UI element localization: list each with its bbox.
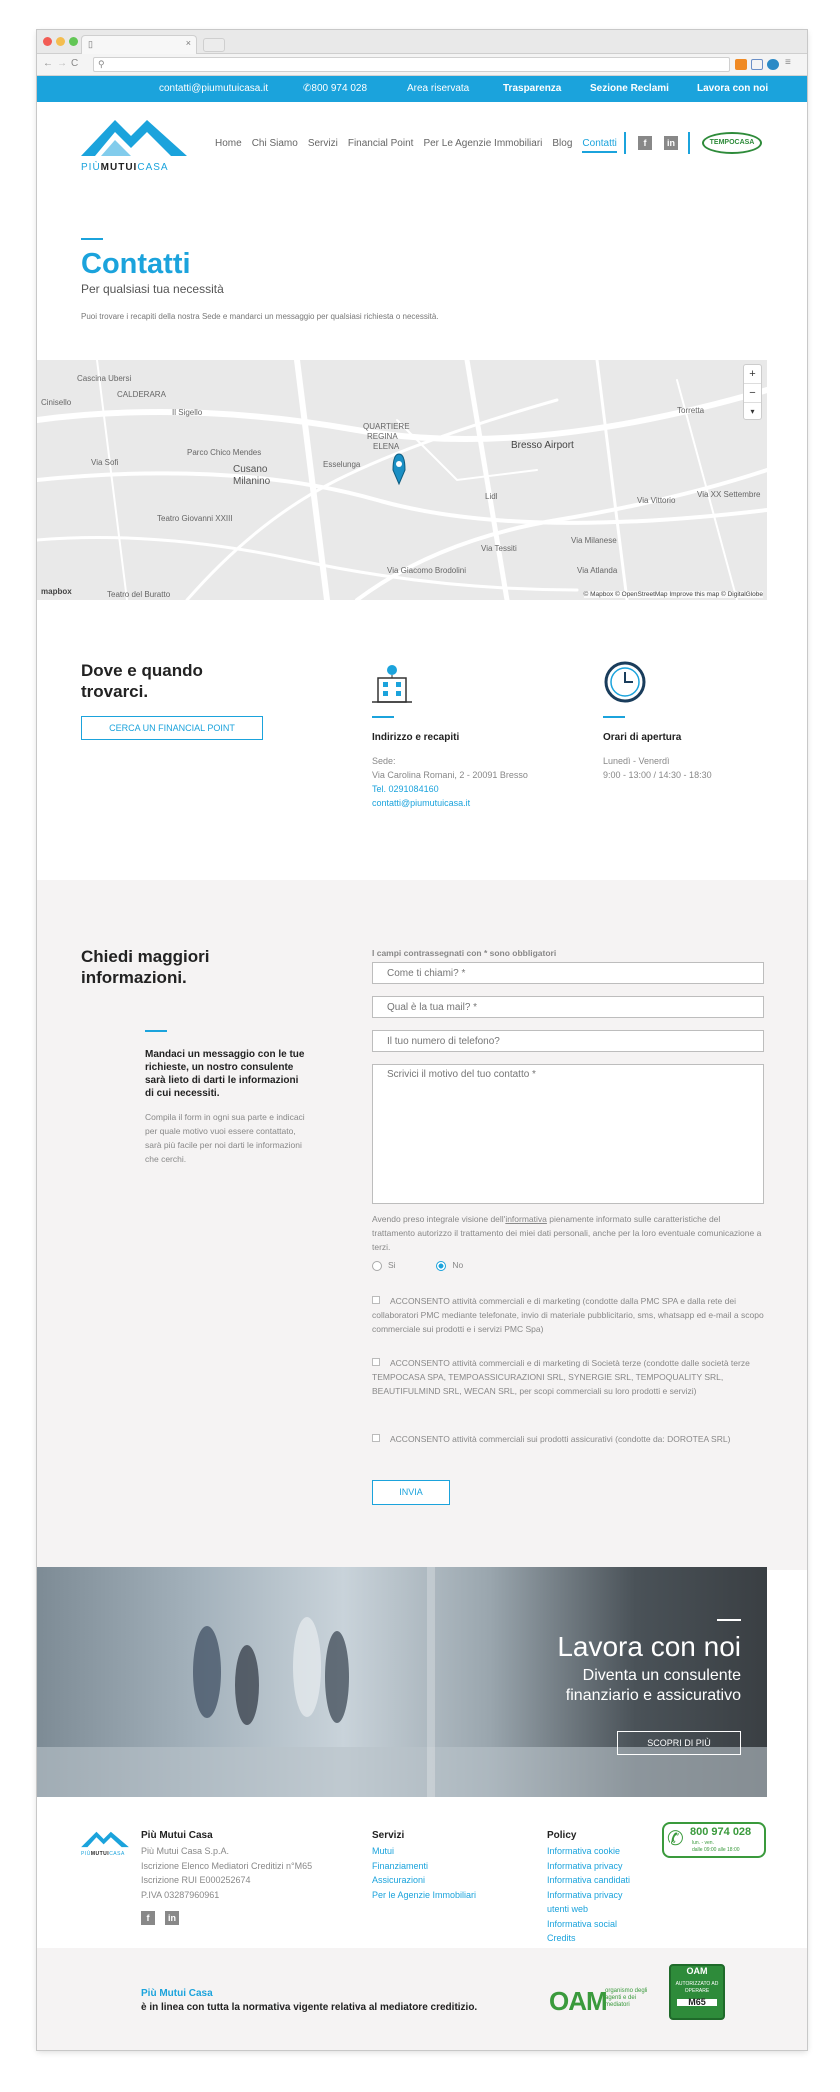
- footer-company-line: Iscrizione Elenco Mediatori Creditizi n°M65: [141, 1860, 313, 1871]
- map-label: Teatro del Buratto: [107, 590, 171, 599]
- tel-link[interactable]: 0291084160: [388, 784, 439, 794]
- oam-logo: OAM: [549, 1986, 607, 2016]
- maximize-window-icon[interactable]: [69, 37, 78, 46]
- footer-policy-title: Policy: [547, 1830, 577, 1841]
- window-controls: [43, 37, 78, 46]
- mapbox-logo[interactable]: mapbox: [41, 587, 72, 596]
- footer-servizi-title: Servizi: [372, 1830, 405, 1841]
- map-label: Esselunga: [323, 460, 361, 469]
- footer-logo-piu: PIÙ: [81, 1851, 91, 1857]
- site-header: [37, 102, 807, 180]
- green-number-hours: lun. - ven.: [692, 1840, 714, 1846]
- required-note: I campi contrassegnati con * sono obbligatori: [372, 948, 557, 958]
- compass-button[interactable]: ▾: [744, 402, 761, 421]
- address-title: Indirizzo e recapiti: [372, 732, 460, 743]
- page-intro: Puoi trovare i recapiti della nostra Sede e mandarci un messaggio per qualsiasi richiesta o necessità.: [81, 312, 439, 321]
- zoom-in-button[interactable]: +: [749, 368, 756, 380]
- logo-piu: PIÙ: [81, 162, 101, 173]
- lavora-accent: [717, 1619, 741, 1621]
- consent-3: [372, 1432, 764, 1446]
- menu-home[interactable]: Home: [215, 138, 242, 149]
- forward-icon[interactable]: →: [57, 58, 67, 69]
- name-input[interactable]: [372, 962, 764, 984]
- green-number-badge[interactable]: [662, 1822, 766, 1858]
- zoom-out-button[interactable]: −: [744, 383, 761, 402]
- extension-globe-icon[interactable]: [767, 59, 779, 70]
- badge-authorized: AUTORIZZATO AD OPERARE: [675, 1981, 719, 1994]
- map-label: ELENA: [373, 442, 400, 451]
- logo-mutui: MUTUI: [100, 162, 138, 173]
- menu-financial-point[interactable]: Financial Point: [347, 138, 414, 149]
- green-number: 800 974 028: [690, 1826, 752, 1838]
- map-label: Via Tessiti: [481, 544, 517, 553]
- footer-company-title: Più Mutui Casa: [141, 1830, 213, 1841]
- radio-si-label: Si: [388, 1260, 396, 1270]
- where-title: Dove e quando trovarci.: [81, 661, 203, 701]
- radio-no[interactable]: [436, 1261, 446, 1271]
- map-label: Cascina Ubersi: [77, 374, 132, 383]
- topbar-area-riservata[interactable]: Area riservata: [407, 83, 470, 94]
- phone-input[interactable]: [372, 1030, 764, 1052]
- footer-link-finanziamenti[interactable]: Finanziamenti: [372, 1860, 429, 1871]
- menu-contatti[interactable]: Contatti: [582, 138, 616, 153]
- building-icon: [370, 662, 414, 706]
- footer-servizi-list: [372, 1844, 476, 1902]
- map-label: Cinisello: [41, 398, 72, 407]
- form-accent: [145, 1030, 167, 1032]
- lavora-sub1: Diventa un consulente: [582, 1667, 741, 1684]
- lavora-banner: [37, 1567, 767, 1797]
- minimize-window-icon[interactable]: [56, 37, 65, 46]
- map-label: Via XX Settembre: [697, 490, 761, 499]
- back-icon[interactable]: ←: [43, 58, 53, 69]
- map-label: Via Sofi: [91, 458, 119, 467]
- map-label: Via Giacomo Brodolini: [387, 566, 467, 575]
- map-label: Il Sigello: [172, 408, 203, 417]
- browser-window: [37, 30, 807, 2050]
- footer-link-credits[interactable]: Credits: [547, 1933, 576, 1943]
- badge-oam: OAM: [686, 1966, 708, 1976]
- browser-tab[interactable]: [81, 35, 197, 54]
- footer-logo-mutui: MUTUI: [90, 1851, 110, 1857]
- menu-chi-siamo[interactable]: Chi Siamo: [251, 138, 298, 149]
- scopri-button[interactable]: SCOPRI DI PIÙ: [617, 1731, 741, 1755]
- map-label: Cusano: [233, 464, 268, 475]
- map-label: Parco Chico Mendes: [187, 448, 262, 457]
- logo-casa: CASA: [137, 162, 169, 173]
- form-lead: Mandaci un messaggio con le tue richieste, un nostro consulente sarà lieto di darti le informazioni di cui necessiti.: [145, 1049, 305, 1099]
- new-tab-button[interactable]: [203, 38, 225, 52]
- privacy-pre: Avendo preso integrale visione dell': [372, 1214, 506, 1224]
- footer-logo-casa: CASA: [109, 1851, 125, 1857]
- footer-facebook-icon[interactable]: f: [141, 1911, 155, 1925]
- page-title: Contatti: [81, 248, 191, 280]
- map-label: REGINA: [367, 432, 398, 441]
- title-accent: [81, 238, 103, 240]
- map-label: Via Atlanda: [577, 566, 618, 575]
- extension-icon[interactable]: [735, 59, 747, 70]
- bottom-brand: Più Mutui Casa: [141, 1988, 213, 1999]
- tel-label: Tel.: [372, 784, 387, 794]
- footer-linkedin-icon[interactable]: in: [165, 1911, 179, 1925]
- map-label: Torretta: [677, 406, 705, 415]
- topbar-email[interactable]: contatti@piumutuicasa.it: [159, 83, 269, 94]
- site-topbar: [37, 76, 807, 102]
- consent-1-checkbox[interactable]: [372, 1296, 380, 1304]
- topbar-trasparenza[interactable]: Trasparenza: [503, 83, 562, 94]
- footer-link-assicurazioni[interactable]: Assicurazioni: [372, 1875, 426, 1885]
- consent-3-checkbox[interactable]: [372, 1434, 380, 1442]
- site-logo[interactable]: [81, 114, 187, 160]
- radio-si[interactable]: [372, 1261, 382, 1271]
- footer-link-social[interactable]: Informativa social: [547, 1918, 618, 1929]
- privacy-link[interactable]: informativa: [505, 1214, 547, 1224]
- map-label: Bresso Airport: [511, 440, 574, 451]
- privacy-text: [372, 1212, 764, 1254]
- topbar-phone-number: 800 974 028: [311, 83, 368, 94]
- map-label: QUARTIERE: [363, 422, 410, 431]
- footer-company-line: P.IVA 03287960961: [141, 1889, 220, 1900]
- lavora-title: Lavora con noi: [557, 1631, 741, 1662]
- green-number-hours-2: dalle 09:00 alle 18:00: [692, 1847, 740, 1853]
- topbar-reclami[interactable]: Sezione Reclami: [590, 83, 669, 94]
- consent-1-label: ACCONSENTO attività commerciali e di marketing (condotte dalla PMC SPA e dalla rete dei collaboratori PMC mediante telefonate, invio di materiale pubblicitario, sms, whatsapp ed e-mail a scopo commerciale sui prodotti e i servizi PMC Spa): [372, 1296, 764, 1334]
- message-textarea[interactable]: [372, 1064, 764, 1204]
- form-lead-small: Compila il form in ogni sua parte e indicaci per quale motivo vuoi essere contattato, sarà più facile per noi darti le informazioni che cerchi.: [145, 1112, 305, 1164]
- address-accent: [372, 716, 394, 718]
- map-label: Via Vittorio: [637, 496, 676, 505]
- hours-days: Lunedì - Venerdì: [603, 756, 670, 766]
- topbar-phone[interactable]: [303, 83, 367, 94]
- menu-divider: [688, 132, 690, 154]
- map-label: Teatro Giovanni XXIII: [157, 514, 233, 523]
- footer-policy-list: [547, 1844, 630, 1946]
- map-controls: [743, 364, 762, 420]
- hours-accent: [603, 716, 625, 718]
- footer-company-line: Più Mutui Casa S.p.A.: [141, 1846, 230, 1856]
- map-label: Lidl: [485, 492, 498, 501]
- address-email[interactable]: contatti@piumutuicasa.it: [372, 798, 471, 808]
- footer-link-privacy[interactable]: Informativa privacy: [547, 1860, 623, 1871]
- menu-servizi[interactable]: Servizi: [307, 138, 338, 149]
- map-attribution[interactable]: © Mapbox © OpenStreetMap Improve this map © DigitalGlobe: [583, 591, 763, 598]
- page-icon: ▯: [88, 39, 93, 49]
- footer-link-mutui[interactable]: Mutui: [372, 1846, 395, 1856]
- logo-wordmark: [81, 162, 169, 173]
- privacy-post: pienamente informato sulle caratteristiche del trattamento autorizzo il trattamento dei miei dati personali, anche per la loro eventuale comunicazione a terzi.: [372, 1214, 762, 1252]
- footer-logo[interactable]: [81, 1830, 129, 1848]
- footer-link-agenzie[interactable]: Per le Agenzie Immobiliari: [372, 1889, 477, 1900]
- footer-company-info: [141, 1844, 312, 1902]
- email-input[interactable]: [372, 996, 764, 1018]
- topbar-lavora[interactable]: Lavora con noi: [697, 83, 769, 94]
- oam-authorized-badge: [669, 1964, 725, 2020]
- browser-toolbar: [37, 54, 807, 76]
- browser-tabbar: [37, 30, 807, 54]
- footer-company-line: Iscrizione RUI E000252674: [141, 1875, 251, 1885]
- address-street: Via Carolina Romani, 2 - 20091 Bresso: [372, 770, 528, 780]
- footer-logo-text: [81, 1851, 125, 1857]
- invia-button[interactable]: INVIA: [372, 1480, 450, 1505]
- address-bar[interactable]: [93, 57, 730, 72]
- close-window-icon[interactable]: [43, 37, 52, 46]
- footer-link-privacy-web[interactable]: Informativa privacy: [547, 1889, 623, 1900]
- cerca-financial-point-button[interactable]: CERCA UN FINANCIAL POINT: [81, 716, 263, 740]
- consent-2-label: ACCONSENTO attività commerciali e di marketing di Società terze (condotte dalle società terze TEMPOCASA SPA, TEMPOASSICURAZIONI SRL, SYNERGIE SRL, TEMPOQUALITY SRL, BEAUTIFULMIND SRL, WECAN SRL, per scopi commerciali su loro prodotti e servizi): [372, 1358, 750, 1396]
- facebook-icon[interactable]: f: [638, 136, 652, 150]
- footer-link-privacy-web-2[interactable]: utenti web: [547, 1904, 589, 1914]
- map-label: Via Milanese: [571, 536, 617, 545]
- hours-title: Orari di apertura: [603, 732, 682, 743]
- phone-icon: ✆: [303, 83, 312, 94]
- linkedin-icon[interactable]: in: [664, 136, 678, 150]
- main-menu: [215, 138, 627, 153]
- footer-link-candidati[interactable]: Informativa candidati: [547, 1875, 631, 1885]
- menu-blog[interactable]: Blog: [552, 138, 573, 149]
- map-label: Milanino: [233, 476, 271, 487]
- menu-divider: [624, 132, 626, 154]
- phone-handset-icon: ✆: [667, 1828, 684, 1850]
- address-phone: [372, 782, 439, 796]
- address-label: Sede:: [372, 756, 396, 766]
- consent-3-label: ACCONSENTO attività commerciali sui prodotti assicurativi (condotte da: DOROTEA SRL): [390, 1434, 731, 1444]
- footer-link-cookie[interactable]: Informativa cookie: [547, 1846, 621, 1856]
- close-tab-icon[interactable]: ×: [185, 38, 191, 48]
- hours-time: 9:00 - 13:00 / 14:30 - 18:30: [603, 770, 712, 780]
- consent-2-checkbox[interactable]: [372, 1358, 380, 1366]
- bottom-text: è in linea con tutta la normativa vigente relativa al mediatore creditizio.: [141, 2002, 478, 2013]
- search-icon: ⚲: [98, 59, 105, 69]
- tempocasa-logo[interactable]: TEMPOCASA: [702, 132, 762, 154]
- consent-1: [372, 1294, 764, 1336]
- map[interactable]: [37, 360, 767, 600]
- browser-menu-icon[interactable]: ≡: [785, 57, 791, 68]
- consent-2: [372, 1356, 764, 1398]
- clock-icon: [603, 660, 647, 704]
- oam-caption: organismo degli agenti e dei mediatori: [605, 1988, 648, 2008]
- menu-agenzie[interactable]: Per Le Agenzie Immobiliari: [423, 138, 543, 149]
- radio-no-label: No: [452, 1260, 464, 1270]
- privacy-radio-group: [372, 1258, 463, 1272]
- lavora-sub2: finanziario e assicurativo: [565, 1687, 741, 1704]
- footer-bottom-bar: [37, 1948, 807, 2050]
- form-title: Chiedi maggiori informazioni.: [81, 947, 210, 987]
- map-label: CALDERARA: [117, 390, 166, 399]
- contact-form-section: [37, 880, 807, 1570]
- bookmark-icon[interactable]: [751, 59, 763, 70]
- page-subtitle: Per qualsiasi tua necessità: [81, 282, 224, 296]
- badge-code: M65: [677, 1999, 717, 2006]
- reload-icon[interactable]: C: [71, 58, 79, 69]
